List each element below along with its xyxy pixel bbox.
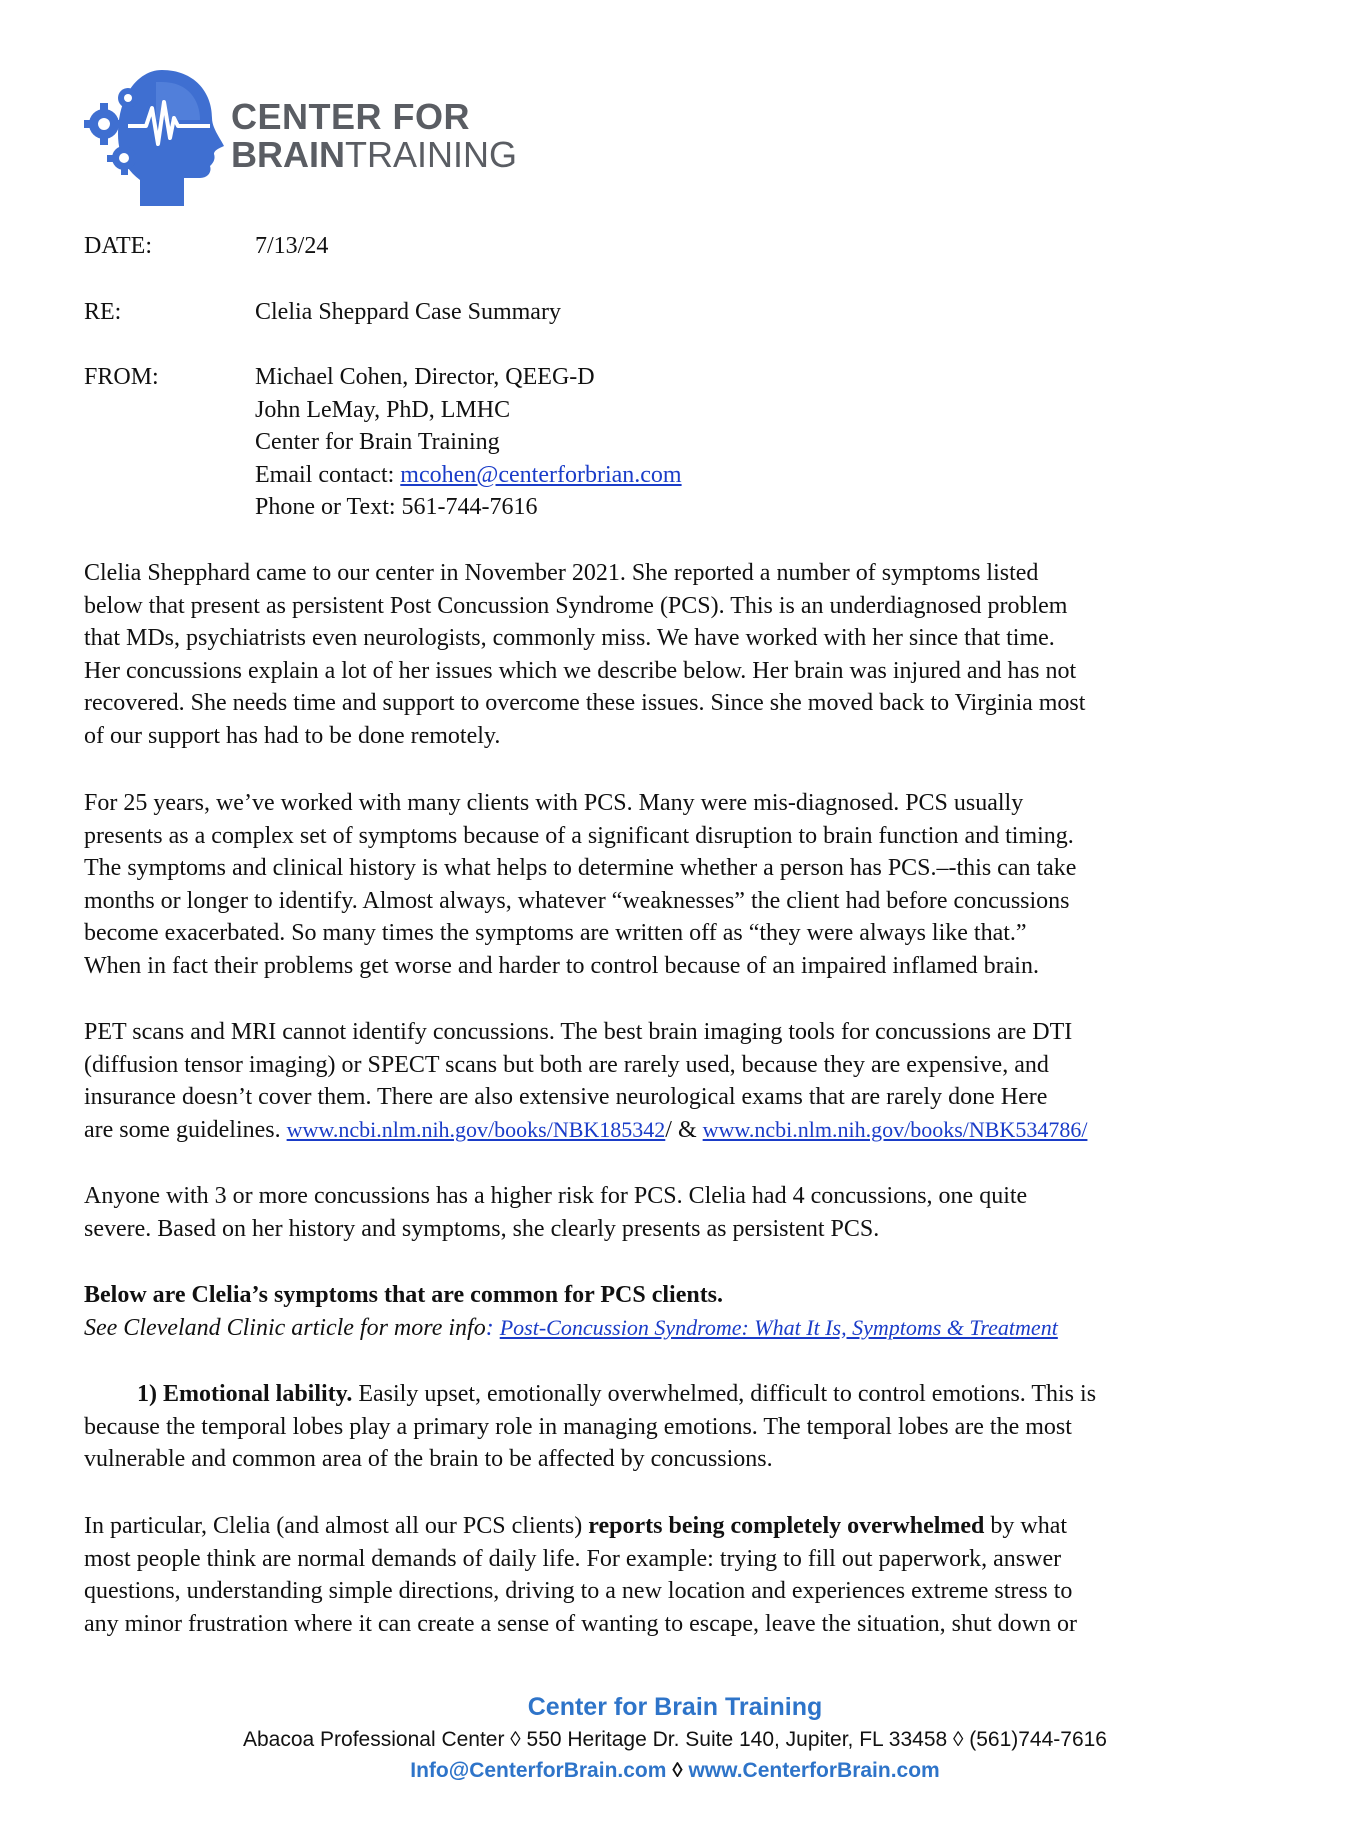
text-line: severe. Based on her history and symptoms, she clearly presents as persistent PCS. bbox=[84, 1215, 880, 1242]
text-segment: In particular, Clelia (and almost all our PCS clients) bbox=[84, 1513, 589, 1539]
text-line: (diffusion tensor imaging) or SPECT scans but both are rarely used, because they are expensive, and bbox=[84, 1051, 1049, 1078]
paragraph-risk bbox=[84, 1180, 1284, 1245]
logo-wordmark bbox=[231, 98, 517, 174]
email-link[interactable]: mcohen@centerforbrian.com bbox=[400, 461, 682, 488]
text-line: become exacerbated. So many times the symptoms are written off as “they were always like that.” bbox=[84, 920, 1027, 947]
from-line: John LeMay, PhD, LMHC bbox=[255, 396, 511, 423]
from-label: FROM: bbox=[84, 364, 159, 390]
text-line: Anyone with 3 or more concussions has a higher risk for PCS. Clelia had 4 concussions, one quite bbox=[84, 1183, 1028, 1209]
text-line: When in fact their problems get worse and harder to control because of an impaired inflamed brain. bbox=[84, 952, 1039, 979]
text-line: questions, understanding simple directions, driving to a new location and experiences extreme stress to bbox=[84, 1578, 1073, 1605]
from-line: Center for Brain Training bbox=[255, 429, 500, 455]
logo-training: TRAINING bbox=[345, 134, 518, 175]
guidelines-prefix: are some guidelines. bbox=[84, 1116, 287, 1143]
symptom-item-text: Easily upset, emotionally overwhelmed, difficult to control emotions. This is bbox=[352, 1381, 1097, 1407]
see-more-colon: : bbox=[485, 1314, 500, 1341]
text-line bbox=[84, 1114, 1284, 1147]
text-line: most people think are normal demands of daily life. For example: trying to fill out paperwork, answer bbox=[84, 1545, 1062, 1572]
symptom-item-label: 1) Emotional lability. bbox=[137, 1381, 353, 1407]
paragraph-history bbox=[84, 787, 1284, 983]
footer-address: Abacoa Professional Center ◊ 550 Heritage Dr. Suite 140, Jupiter, FL 33458 ◊ (561)744-7616 bbox=[242, 1728, 1107, 1751]
see-more-prefix: See Cleveland Clinic article for more info bbox=[84, 1314, 486, 1341]
footer bbox=[0, 1690, 1350, 1786]
text-line: insurance doesn’t cover them. There are also extensive neurological exams that are rarely done Here bbox=[84, 1084, 1048, 1111]
text-line: any minor frustration where it can create a sense of wanting to escape, leave the situation, shut down or bbox=[84, 1610, 1077, 1637]
text-segment: by what bbox=[984, 1513, 1068, 1539]
re-value: Clelia Sheppard Case Summary bbox=[255, 299, 561, 325]
symptom-item-line bbox=[84, 1378, 1284, 1411]
paragraph-imaging bbox=[84, 1016, 1284, 1146]
text-line: because the temporal lobes play a primary role in managing emotions. The temporal lobes are the most bbox=[84, 1413, 1072, 1440]
text-bold-segment: reports being completely overwhelmed bbox=[588, 1513, 985, 1539]
text-line: below that present as persistent Post Concussion Syndrome (PCS). This is an underdiagnosed problem bbox=[84, 592, 1068, 619]
see-more-line bbox=[84, 1312, 1284, 1345]
paragraph-intro bbox=[84, 557, 1284, 753]
text-line: PET scans and MRI cannot identify concussions. The best brain imaging tools for concussions are DTI bbox=[84, 1019, 1073, 1045]
re-label: RE: bbox=[84, 299, 122, 325]
date-label: DATE: bbox=[84, 233, 152, 259]
ncbi-link-1[interactable]: www.ncbi.nlm.nih.gov/books/NBK185342 bbox=[286, 1116, 666, 1142]
text-line: of our support has had to be done remotely. bbox=[84, 722, 501, 749]
text-line bbox=[84, 1510, 1284, 1543]
from-line: Michael Cohen, Director, QEEG-D bbox=[255, 364, 595, 390]
diamond-separator: ◊ bbox=[666, 1759, 689, 1782]
text-line: vulnerable and common area of the brain to be affected by concussions. bbox=[84, 1446, 773, 1473]
email-line bbox=[255, 459, 682, 492]
symptoms-heading-block bbox=[84, 1279, 1284, 1344]
text-line: Her concussions explain a lot of her issues which we describe below. Her brain was injured and has not bbox=[84, 657, 1077, 684]
footer-website[interactable]: www.CenterforBrain.com bbox=[688, 1759, 940, 1782]
cleveland-clinic-link[interactable]: Post-Concussion Syndrome: What It Is, Symptoms & Treatment bbox=[499, 1314, 1058, 1340]
date-value: 7/13/24 bbox=[255, 233, 329, 259]
center-for-brain-training-logo bbox=[84, 68, 554, 208]
symptom-item-1 bbox=[84, 1378, 1284, 1476]
paragraph-overwhelmed bbox=[84, 1510, 1284, 1640]
footer-email[interactable]: Info@CenterforBrain.com bbox=[410, 1759, 667, 1782]
text-line: recovered. She needs time and support to overcome these issues. Since she moved back to Virginia most bbox=[84, 690, 1086, 717]
text-line: Clelia Shepphard came to our center in November 2021. She reported a number of symptoms listed bbox=[84, 560, 1039, 586]
text-line: that MDs, psychiatrists even neurologists, commonly miss. We have worked with her since that time. bbox=[84, 625, 1055, 652]
text-line: presents as a complex set of symptoms because of a significant disruption to brain function and timing. bbox=[84, 822, 1074, 849]
from-block bbox=[84, 361, 984, 531]
footer-contact bbox=[0, 1756, 1350, 1786]
link-separator: / & bbox=[665, 1116, 703, 1143]
brain-gear-logo-icon bbox=[84, 68, 224, 208]
symptoms-heading: Below are Clelia’s symptoms that are common for PCS clients. bbox=[84, 1282, 724, 1308]
text-line: The symptoms and clinical history is what helps to determine whether a person has PCS.–-this can take bbox=[84, 855, 1077, 882]
email-label: Email contact: bbox=[255, 461, 401, 488]
logo-line-1: CENTER FOR bbox=[231, 96, 470, 137]
text-line: For 25 years, we’ve worked with many clients with PCS. Many were mis-diagnosed. PCS usually bbox=[84, 790, 1024, 816]
text-line: months or longer to identify. Almost always, whatever “weaknesses” the client had before concussions bbox=[84, 887, 1070, 914]
footer-org-name: Center for Brain Training bbox=[527, 1693, 823, 1721]
ncbi-link-2[interactable]: www.ncbi.nlm.nih.gov/books/NBK534786/ bbox=[702, 1116, 1088, 1142]
phone-line: Phone or Text: 561-744-7616 bbox=[255, 494, 538, 520]
logo-brain: BRAIN bbox=[231, 134, 345, 175]
logo-line-2 bbox=[231, 136, 517, 174]
